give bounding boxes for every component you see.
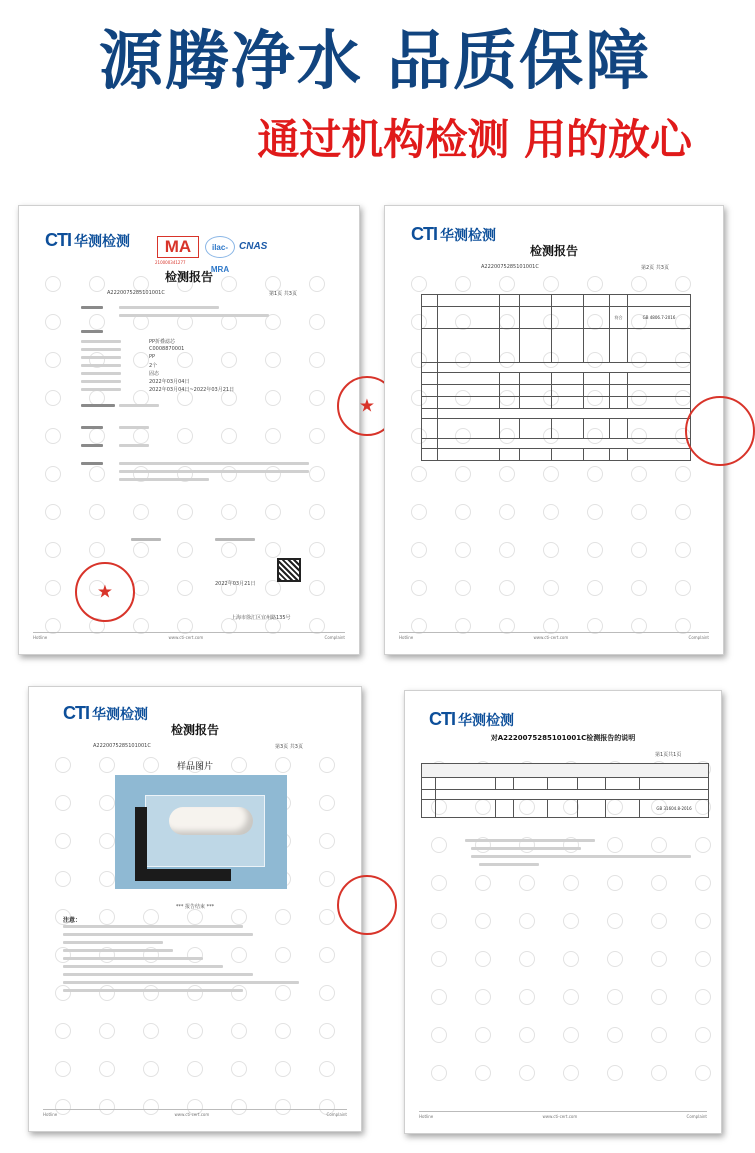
watermark-icon: [475, 1065, 491, 1081]
watermark-icon: [431, 1027, 447, 1043]
watermark-icon: [143, 1023, 159, 1039]
watermark-icon: [455, 580, 471, 596]
watermark-icon: [187, 947, 203, 963]
watermark-icon: [543, 542, 559, 558]
watermark-icon: [543, 504, 559, 520]
watermark-icon: [55, 1061, 71, 1077]
watermark-icon: [695, 951, 711, 967]
watermark-icon: [177, 352, 193, 368]
watermark-icon: [675, 542, 691, 558]
watermark-icon: [143, 1061, 159, 1077]
watermark-icon: [695, 875, 711, 891]
watermark-icon: [631, 580, 647, 596]
test-date: 2022年03月04日~2022年03月21日: [149, 387, 235, 393]
watermark-icon: [221, 352, 237, 368]
cti-logo-name: 华测检测: [440, 227, 496, 244]
watermark-icon: [607, 875, 623, 891]
watermark-icon: [221, 428, 237, 444]
watermark-icon: [89, 466, 105, 482]
watermark-icon: [499, 504, 515, 520]
cti-logo-name: 华测检测: [92, 706, 148, 723]
watermark-icon: [651, 875, 667, 891]
watermark-icon: [99, 871, 115, 887]
standard-cell: GB 4806.7-2016: [628, 307, 691, 329]
watermark-icon: [607, 1065, 623, 1081]
watermark-icon: [607, 837, 623, 853]
watermark-icon: [455, 276, 471, 292]
report-explanation-page: CTI 华测检测 对A2220075285101001C检测报告的说明 第1页共1页 GB 31604.8-2016 Hotline www.cti-cert.com Complaint: [404, 690, 722, 1134]
watermark-icon: [675, 580, 691, 596]
watermark-icon: [265, 352, 281, 368]
cti-logo-mark: CTI: [45, 230, 71, 250]
watermark-icon: [231, 909, 247, 925]
watermark-icon: [607, 1027, 623, 1043]
watermark-icon: [319, 985, 335, 1001]
watermark-icon: [143, 985, 159, 1001]
report-number: A2220075285101001C: [481, 264, 539, 270]
watermark-icon: [99, 795, 115, 811]
watermark-icon: [563, 989, 579, 1005]
cnas-mark-icon: CNAS: [239, 241, 268, 252]
watermark-icon: [431, 837, 447, 853]
watermark-icon: [265, 390, 281, 406]
watermark-icon: [177, 580, 193, 596]
watermark-icon: [499, 580, 515, 596]
watermark-icon: [651, 951, 667, 967]
watermark-icon: [45, 352, 61, 368]
watermark-icon: [455, 504, 471, 520]
watermark-icon: [587, 542, 603, 558]
watermark-icon: [695, 1027, 711, 1043]
watermark-icon: [275, 985, 291, 1001]
watermark-icon: [519, 989, 535, 1005]
watermark-icon: [309, 390, 325, 406]
sample-state: 固态: [149, 371, 160, 377]
watermark-icon: [319, 1023, 335, 1039]
cti-logo-mark: CTI: [63, 703, 89, 723]
watermark-icon: [475, 875, 491, 891]
watermark-icon: [499, 542, 515, 558]
watermark-icon: [231, 947, 247, 963]
watermark-icon: [519, 913, 535, 929]
watermark-icon: [55, 871, 71, 887]
headline: 源腾净水 品质保障: [98, 25, 652, 99]
watermark-icon: [319, 871, 335, 887]
watermark-icon: [89, 428, 105, 444]
watermark-icon: [231, 1061, 247, 1077]
watermark-icon: [319, 833, 335, 849]
watermark-icon: [133, 428, 149, 444]
watermark-icon: [675, 504, 691, 520]
watermark-icon: [411, 466, 427, 482]
watermark-icon: [651, 989, 667, 1005]
watermark-icon: [177, 504, 193, 520]
watermark-icon: [431, 1065, 447, 1081]
watermark-icon: [309, 580, 325, 596]
sign-date: 2022年03月21日: [215, 581, 256, 587]
sample-name: PP折叠滤芯: [149, 339, 176, 345]
watermark-icon: [675, 276, 691, 292]
end-mark: *** 报告结束 ***: [175, 904, 215, 910]
watermark-icon: [475, 913, 491, 929]
sample-photo: [115, 775, 287, 889]
watermark-icon: [607, 989, 623, 1005]
watermark-icon: [231, 985, 247, 1001]
watermark-icon: [89, 314, 105, 330]
watermark-icon: [45, 504, 61, 520]
ilac-mark-icon: ilac-MRA: [205, 236, 235, 258]
watermark-icon: [607, 913, 623, 929]
watermark-icon: [275, 1061, 291, 1077]
watermark-icon: [143, 909, 159, 925]
watermark-icon: [309, 504, 325, 520]
watermark-icon: [265, 428, 281, 444]
watermark-icon: [319, 1061, 335, 1077]
watermark-icon: [475, 989, 491, 1005]
watermark-icon: [133, 352, 149, 368]
watermark-icon: [275, 947, 291, 963]
watermark-icon: [265, 504, 281, 520]
cti-logo: [45, 230, 130, 251]
watermark-icon: [499, 276, 515, 292]
watermark-icon: [45, 390, 61, 406]
seal-icon: [337, 875, 397, 935]
watermark-icon: [187, 985, 203, 1001]
report-page-2: CTI 华测检测 检测报告 A2220075285101001C 第2页 共3页 符合 GB 4806.7-2016 Hotline www.cti-cert.com Complaint: [384, 205, 724, 655]
watermark-icon: [99, 985, 115, 1001]
watermark-icon: [455, 542, 471, 558]
watermark-icon: [651, 837, 667, 853]
watermark-icon: [475, 951, 491, 967]
watermark-icon: [99, 909, 115, 925]
subline: 通过机构检测 用的放心: [257, 115, 692, 164]
watermark-icon: [99, 833, 115, 849]
report-page-3: CTI 华测检测 检测报告 A2220075285101001C 第3页 共3页 样品图片 *** 报告结束 *** 注意： Hotline www.cti-cert.com Complaint: [28, 686, 362, 1132]
filter-cartridge-icon: [169, 807, 253, 835]
seal-icon: [685, 396, 755, 466]
watermark-icon: [563, 951, 579, 967]
watermark-icon: [675, 466, 691, 482]
watermark-icon: [309, 428, 325, 444]
report-title: 检测报告: [170, 723, 219, 737]
watermark-icon: [519, 1065, 535, 1081]
watermark-icon: [455, 466, 471, 482]
watermark-icon: [411, 504, 427, 520]
watermark-icon: [563, 1027, 579, 1043]
watermark-icon: [133, 504, 149, 520]
watermark-icon: [543, 466, 559, 482]
watermark-icon: [309, 352, 325, 368]
watermark-icon: [651, 1065, 667, 1081]
watermark-icon: [89, 542, 105, 558]
sample-batch: C0008870001: [149, 346, 185, 352]
watermark-icon: [631, 504, 647, 520]
explanation-table: [421, 763, 709, 818]
photo-label: 样品图片: [176, 762, 213, 772]
watermark-icon: [187, 909, 203, 925]
watermark-icon: [431, 951, 447, 967]
sample-material: PP: [149, 354, 156, 360]
receive-date: 2022年03月04日: [149, 379, 190, 385]
watermark-icon: [55, 833, 71, 849]
page-number: 第3页 共3页: [275, 744, 303, 750]
watermark-icon: [45, 542, 61, 558]
result-cell: 符合: [610, 307, 628, 329]
watermark-icon: [265, 542, 281, 558]
watermark-icon: [431, 913, 447, 929]
report-title: 检测报告: [529, 244, 578, 258]
watermark-icon: [499, 466, 515, 482]
watermark-icon: [45, 428, 61, 444]
watermark-icon: [695, 913, 711, 929]
watermark-icon: [177, 428, 193, 444]
watermark-icon: [651, 913, 667, 929]
watermark-icon: [631, 542, 647, 558]
watermark-icon: [411, 542, 427, 558]
watermark-icon: [55, 1023, 71, 1039]
watermark-icon: [543, 276, 559, 292]
watermark-icon: [563, 1065, 579, 1081]
watermark-icon: [275, 909, 291, 925]
results-table: [421, 294, 691, 461]
watermark-icon: [99, 1061, 115, 1077]
watermark-icon: [265, 580, 281, 596]
report-number: A2220075285101001C: [93, 743, 151, 749]
report-page-1: CTI 华测检测 MA ilac-MRA CNAS 210000341277 检测报告 A2220075285101001C 第1页 共3页 PP折叠滤芯 C0008870001 PP 2个 固态 2022年03月04日 2022年03月04日~2022年03月21日 ★ ★ 2022年03月21日 上海市徐汇区宜州路135号 Hotline www.cti-cert.com Complaint: [18, 205, 360, 655]
watermark-icon: [519, 1027, 535, 1043]
watermark-icon: [89, 504, 105, 520]
report-number: A2220075285101001C: [107, 290, 165, 296]
watermark-icon: [45, 466, 61, 482]
company-seal-icon: ★: [75, 562, 135, 622]
report-title: 检测报告: [164, 270, 213, 284]
watermark-icon: [411, 580, 427, 596]
watermark-icon: [133, 580, 149, 596]
watermark-icon: [221, 466, 237, 482]
page-number: 第1页 共3页: [269, 291, 297, 297]
watermark-icon: [133, 542, 149, 558]
watermark-icon: [543, 580, 559, 596]
watermark-icon: [631, 276, 647, 292]
watermark-icon: [309, 314, 325, 330]
watermark-icon: [587, 466, 603, 482]
watermark-icon: [607, 951, 623, 967]
cti-logo: [429, 709, 514, 730]
watermark-icon: [99, 1023, 115, 1039]
watermark-icon: [55, 795, 71, 811]
lab-address: 上海市徐汇区宜州路135号: [231, 615, 291, 621]
watermark-icon: [265, 466, 281, 482]
watermark-icon: [221, 504, 237, 520]
watermark-icon: [319, 795, 335, 811]
watermark-icon: [55, 985, 71, 1001]
watermark-icon: [309, 466, 325, 482]
cma-number: 210000341277: [155, 260, 186, 265]
watermark-icon: [651, 1027, 667, 1043]
watermark-icon: [631, 466, 647, 482]
cma-mark-icon: MA: [157, 236, 199, 258]
cti-logo-mark: CTI: [411, 224, 437, 244]
seal-icon: ★: [337, 376, 397, 436]
cti-logo-name: 华测检测: [458, 712, 514, 729]
watermark-icon: [187, 1023, 203, 1039]
watermark-icon: [431, 989, 447, 1005]
explanation-title: 对A2220075285101001C检测报告的说明: [490, 734, 636, 742]
watermark-icon: [587, 504, 603, 520]
page-number: 第1页共1页: [655, 752, 682, 758]
watermark-icon: [177, 542, 193, 558]
watermark-icon: [587, 276, 603, 292]
watermark-icon: [275, 1023, 291, 1039]
watermark-icon: [45, 580, 61, 596]
watermark-icon: [411, 276, 427, 292]
watermark-icon: [309, 542, 325, 558]
standard-cell: GB 31604.8-2016: [640, 800, 709, 818]
watermark-icon: [563, 875, 579, 891]
watermark-icon: [563, 913, 579, 929]
notes-title: 注意：: [63, 917, 82, 924]
sample-quantity: 2个: [149, 363, 158, 369]
watermark-icon: [519, 951, 535, 967]
watermark-icon: [319, 909, 335, 925]
watermark-icon: [519, 875, 535, 891]
watermark-icon: [45, 314, 61, 330]
watermark-icon: [475, 1027, 491, 1043]
watermark-icon: [695, 837, 711, 853]
watermark-icon: [221, 542, 237, 558]
watermark-icon: [695, 1065, 711, 1081]
watermark-icon: [187, 1061, 203, 1077]
watermark-icon: [587, 580, 603, 596]
watermark-icon: [695, 989, 711, 1005]
cti-logo-name: 华测检测: [74, 233, 130, 250]
page-number: 第2页 共3页: [641, 265, 669, 271]
cti-logo-mark: CTI: [429, 709, 455, 729]
watermark-icon: [319, 947, 335, 963]
qr-code-icon: [277, 558, 301, 582]
watermark-icon: [431, 875, 447, 891]
watermark-icon: [231, 1023, 247, 1039]
